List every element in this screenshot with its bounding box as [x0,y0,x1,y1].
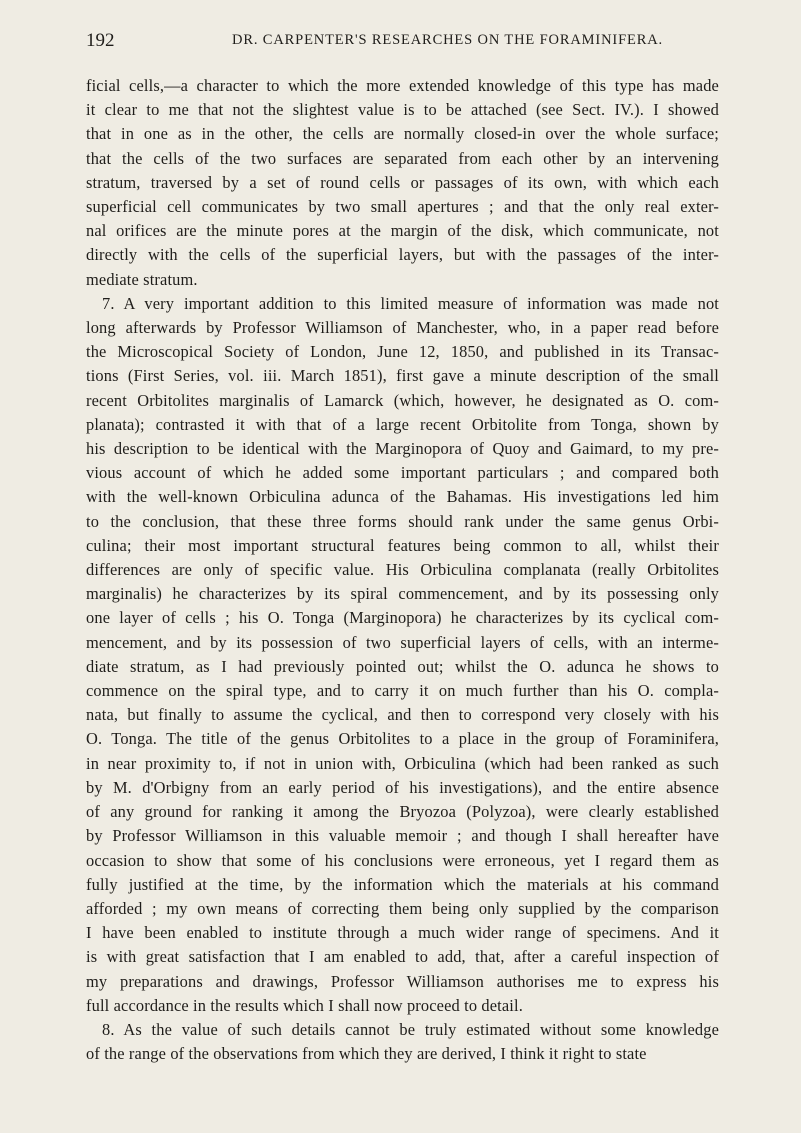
text-line: 8. As the value of such details cannot be truly estimated without some knowledge [102,1019,719,1039]
page-number: 192 [86,30,115,51]
text-line: is with great satisfaction that I am enabled to add, that, after a careful inspection of [86,947,719,967]
text-line: diate stratum, as I had previously pointed out; whilst the O. adunca he shows to [86,656,719,676]
text-line: full accordance in the results which I shall now proceed to detail. [86,995,523,1015]
text-line: culina; their most important structural features being common to all, whilst their [86,535,719,555]
text-line: 7. A very important addition to this limited measure of information was made not [102,293,719,313]
text-line: by Professor Williamson in this valuable memoir ; and though I shall hereafter have [86,826,719,846]
text-line: in near proximity to, if not in union with, Orbiculina (which had been ranked as such [86,753,719,773]
text-line: of any ground for ranking it among the Bryozoa (Polyzoa), were clearly established [86,802,719,822]
text-line: fully justified at the time, by the information which the materials at his command [86,874,719,894]
text-line: that the cells of the two surfaces are separated from each other by an intervening [86,148,719,168]
text-line: mencement, and by its possession of two superficial layers of cells, with an interme- [86,632,719,652]
text-line: marginalis) he characterizes by its spiral commencement, and by its possessing only [86,584,719,604]
text-line: vious account of which he added some important particulars ; and compared both [86,463,719,483]
text-line: directly with the cells of the superficial layers, but with the passages of the inter- [86,245,719,265]
text-line: planata); contrasted it with that of a large recent Orbitolite from Tonga, shown by [86,414,719,434]
text-line: ficial cells,—a character to which the more extended knowledge of this type has made [86,76,719,95]
text-line: O. Tonga. The title of the genus Orbitolites to a place in the group of Foraminifera, [86,729,719,749]
text-line: mediate stratum. [86,269,198,289]
text-line: his description to be identical with the Marginopora of Quoy and Gaimard, to my pre- [86,439,719,459]
text-line: long afterwards by Professor Williamson of Manchester, who, in a paper read before [86,318,719,338]
text-line: differences are only of specific value. His Orbiculina complanata (really Orbitolites [86,560,719,580]
body-text [86,74,719,1066]
text-line: nata, but finally to assume the cyclical, and then to correspond very closely with his [86,705,719,725]
text-line: I have been enabled to institute through a much wider range of specimens. And it [86,923,719,943]
text-line: tions (First Series, vol. iii. March 1851), first gave a minute description of the small [86,366,719,386]
text-line: by M. d'Orbigny from an early period of his investigations), and the entire absence [86,777,719,797]
page-header [86,22,719,52]
text-line: stratum, traversed by a set of round cells or passages of its own, with which each [86,172,719,192]
text-line: it clear to me that not the slightest value is to be attached (see Sect. IV.). I showed [86,100,719,120]
text-line: that in one as in the other, the cells are normally closed-in over the whole surface; [86,124,719,144]
text-line: afforded ; my own means of correcting them being only supplied by the comparison [86,898,719,918]
text-line: commence on the spiral type, and to carry it on much further than his O. compla- [86,681,719,701]
text-line: superficial cell communicates by two small apertures ; and that the only real exter- [86,197,719,217]
text-line: nal orifices are the minute pores at the margin of the disk, which communicate, not [86,221,719,241]
running-title: DR. CARPENTER'S RESEARCHES ON THE FORAMINIFERA. [232,32,664,48]
text-line: with the well-known Orbiculina adunca of the Bahamas. His investigations led him [86,487,719,507]
text-line: to the conclusion, that these three forms should rank under the same genus Orbi- [86,511,719,531]
text-line: the Microscopical Society of London, June 12, 1850, and published in its Transac- [86,342,719,362]
text-line: one layer of cells ; his O. Tonga (Marginopora) he characterizes by its cyclical com- [86,608,719,628]
text-line: my preparations and drawings, Professor Williamson authorises me to express his [86,971,719,991]
text-line: occasion to show that some of his conclusions were erroneous, yet I regard them as [86,850,719,870]
text-line: recent Orbitolites marginalis of Lamarck (which, however, he designated as O. com- [86,390,719,410]
text-line: of the range of the observations from which they are derived, I think it right to state [86,1044,647,1064]
